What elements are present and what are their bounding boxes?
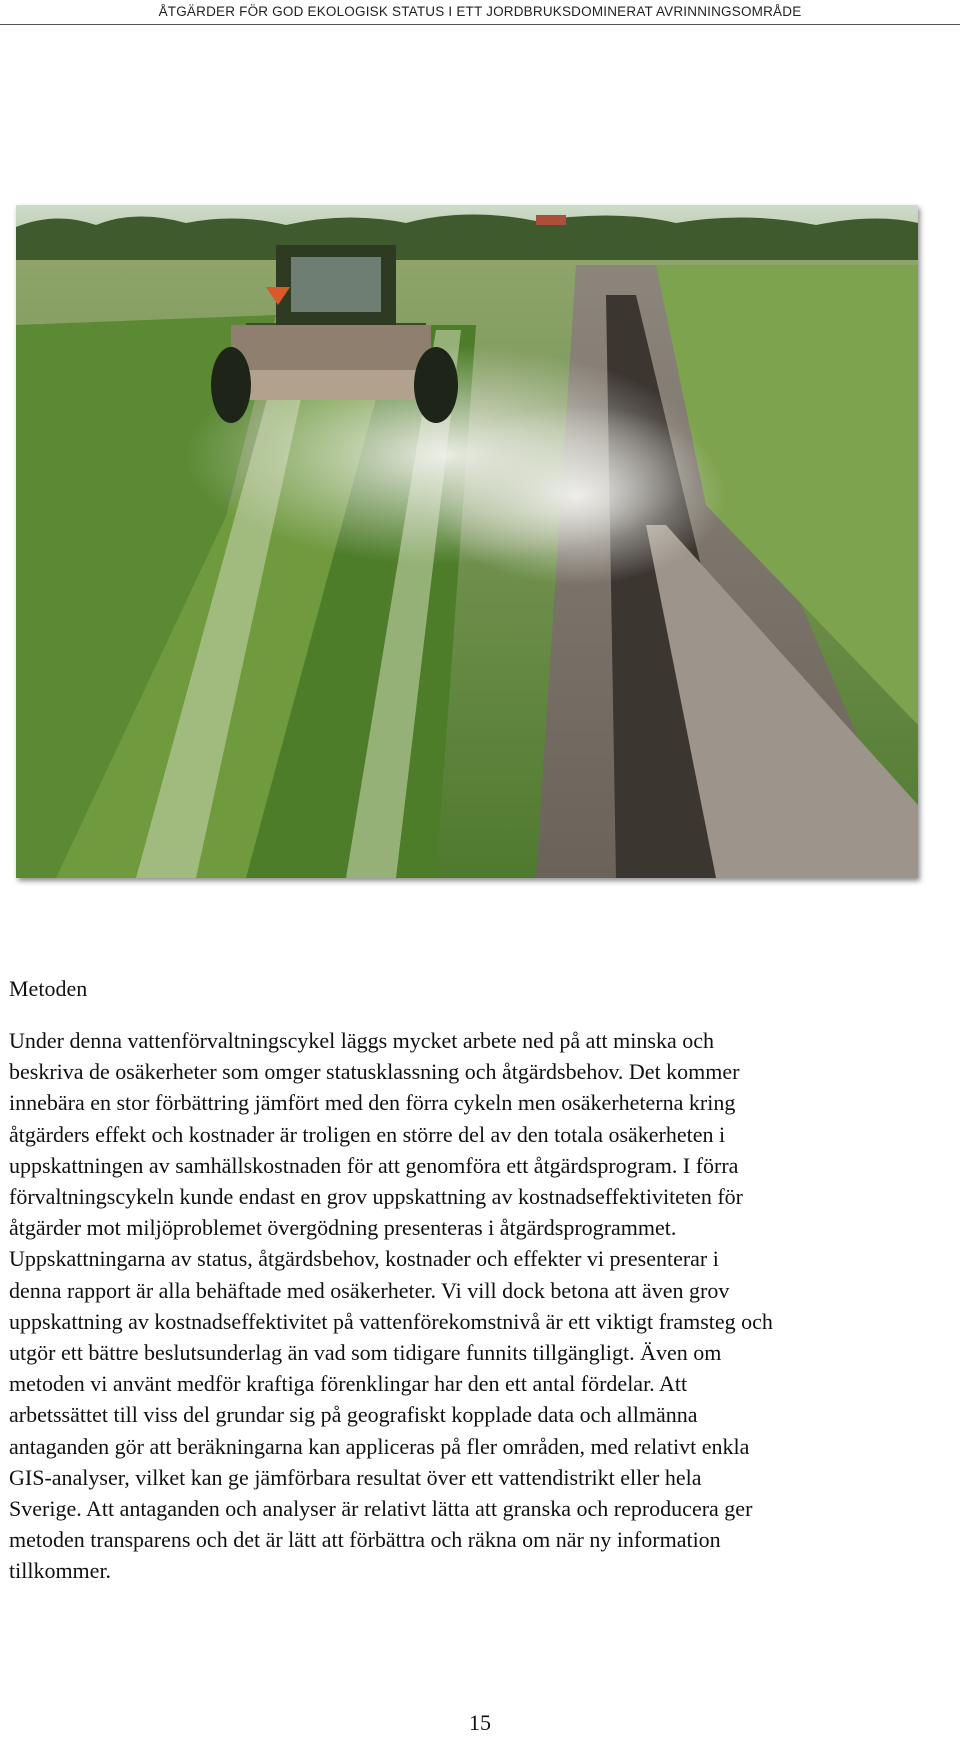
running-header bbox=[0, 2, 960, 25]
paragraph-line: GIS-analyser, vilket kan ge jämförbara resultat över ett vattendistrikt eller hela bbox=[9, 1464, 702, 1490]
paragraph-line: uppskattning av kostnadseffektivitet på vattenförekomstnivå är ett viktigt framsteg och bbox=[9, 1308, 773, 1334]
paragraph-line: åtgärders effekt och kostnader är troligen en större del av den totala osäkerheten i bbox=[9, 1121, 726, 1147]
body-paragraph bbox=[9, 1025, 959, 1587]
paragraph-line: metoden transparens och det är lätt att förbättra och räkna om när ny information bbox=[9, 1527, 721, 1553]
running-header-title: ÅTGÄRDER FÖR GOD EKOLOGISK STATUS I ETT JORDBRUKSDOMINERAT AVRINNINGSOMRÅDE bbox=[158, 4, 802, 19]
paragraph-line: denna rapport är alla behäftade med osäkerheter. Vi vill dock betona att även grov bbox=[9, 1277, 730, 1303]
field-photo bbox=[16, 205, 918, 878]
photo-illustration bbox=[16, 205, 918, 878]
paragraph-line: förvaltningscykeln kunde endast en grov uppskattning av kostnadseffektiviteten för bbox=[9, 1184, 743, 1210]
paragraph-line: innebära en stor förbättring jämfört med den förra cykeln men osäkerheterna kring bbox=[9, 1090, 736, 1116]
paragraph-line: antaganden gör att beräkningarna kan appliceras på fler områden, med relativt enkla bbox=[9, 1433, 750, 1459]
paragraph-line: Sverige. Att antaganden och analyser är relativt lätta att granska och reproducera ger bbox=[9, 1496, 753, 1522]
paragraph-line: uppskattningen av samhällskostnaden för att genomföra ett åtgärdsprogram. I förra bbox=[9, 1152, 739, 1178]
page-number: 15 bbox=[469, 1710, 491, 1735]
paragraph-line: Uppskattningarna av status, åtgärdsbehov, kostnader och effekter vi presenterar i bbox=[9, 1246, 719, 1272]
paragraph-line: metoden vi använt medför kraftiga förenklingar har den ett antal fördelar. Att bbox=[9, 1371, 688, 1397]
paragraph-line: Under denna vattenförvaltningscykel läggs mycket arbete ned på att minska och bbox=[9, 1028, 714, 1053]
paragraph-line: arbetssättet till viss del grundar sig på geografiskt kopplade data och allmänna bbox=[9, 1402, 698, 1428]
paragraph-line: utgör ett bättre beslutsunderlag än vad som tidigare funnits tillgängligt. Även om bbox=[9, 1340, 722, 1366]
paragraph-line: beskriva de osäkerheter som omger statusklassning och åtgärdsbehov. Det kommer bbox=[9, 1059, 740, 1085]
section-heading: Metoden bbox=[9, 976, 88, 1001]
paragraph-line: tillkommer. bbox=[9, 1558, 112, 1584]
paragraph-line: åtgärder mot miljöproblemet övergödning presenteras i åtgärdsprogrammet. bbox=[9, 1215, 677, 1241]
